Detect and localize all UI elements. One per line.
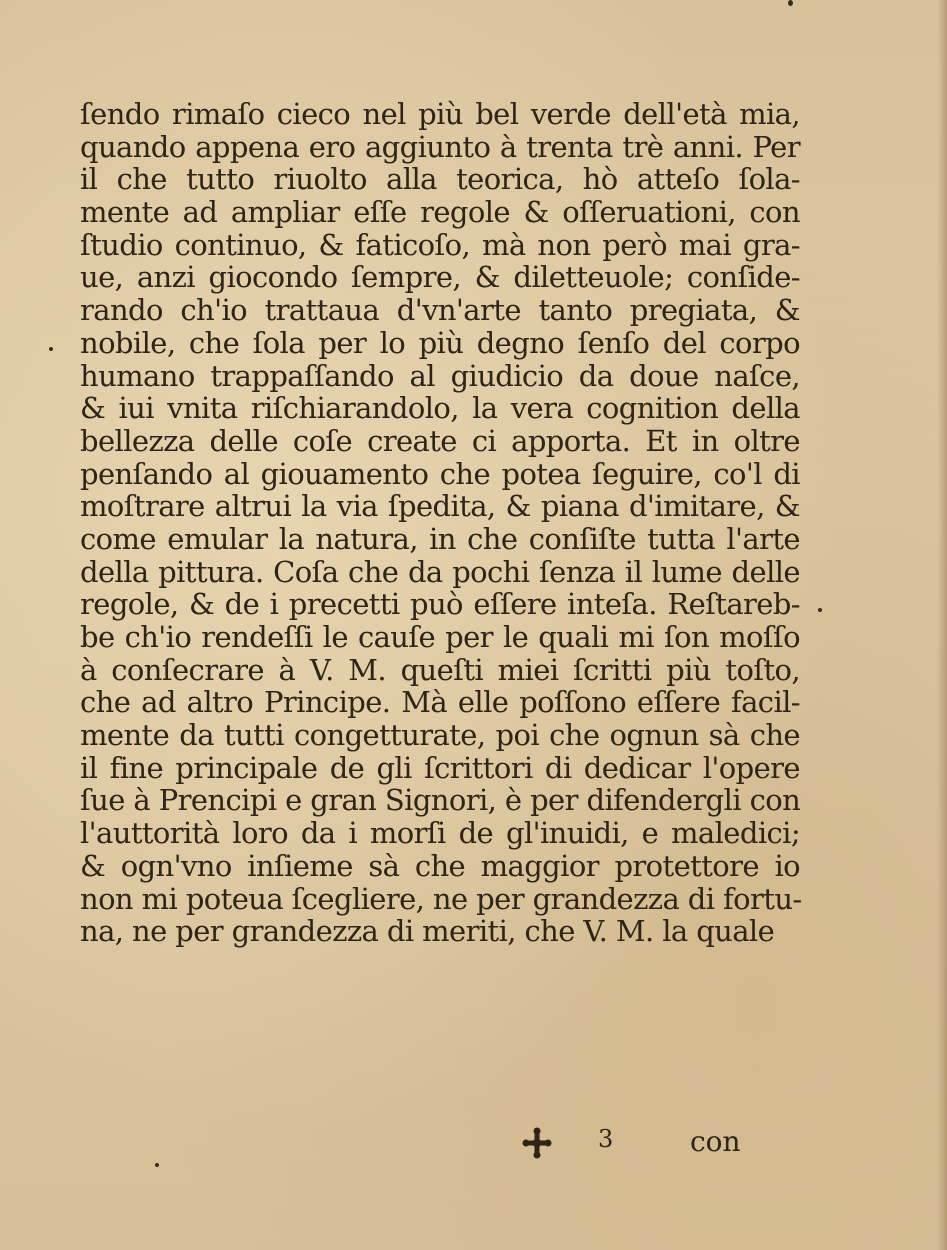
text-line: quando appena ero aggiunto à trenta trè anni. Per (80, 129, 800, 164)
text-line: na, ne per grandezza di meriti, che V. M. la quale (80, 914, 775, 949)
text-line: ue, anzi giocondo ſempre, & diletteuole; conſide- (80, 260, 800, 295)
text-line: ſendo rimaſo cieco nel più bel verde dell'età mia, (80, 97, 800, 131)
signature-mark: 3 (598, 1125, 614, 1153)
body-text (80, 98, 800, 948)
fleuron-icon (522, 1127, 552, 1159)
text-line: ſue à Prencipi e gran Signori, è per difendergli con (80, 783, 801, 818)
text-line: mente ad ampliar eſſe regole & oſſeruationi, con (80, 195, 800, 230)
text-line: bellezza delle coſe create ci apporta. Et in oltre (80, 423, 800, 458)
ink-speck (155, 1163, 159, 1167)
text-line: che ad altro Principe. Mà elle poſſono eſſere facil- (80, 685, 800, 720)
text-line: il che tutto riuolto alla teorica, hò atteſo ſola- (80, 162, 800, 197)
text-line: regole, & de i precetti può eſſere inteſa. Reſtareb- (80, 587, 800, 622)
text-line: l'auttorità loro da i morſi de gl'inuidi, e maledici; (80, 816, 800, 851)
ink-speck (818, 608, 822, 612)
page-edge-shadow (937, 0, 947, 1250)
text-line: non mi poteua ſcegliere, ne per grandezza di fortu- (80, 881, 802, 916)
text-line: be ch'io rendeſſi le cauſe per le quali mi ſon moſſo (80, 620, 800, 654)
page-footer (0, 1125, 947, 1165)
text-line: humano trappaſſando al giudicio da doue naſce, (80, 358, 800, 393)
text-line: della pittura. Coſa che da pochi ſenza il lume delle (80, 554, 800, 589)
text-line: il fine principale de gli ſcrittori di dedicar l'opere (80, 750, 800, 785)
text-line: come emular la natura, in che conſiſte tutta l'arte (80, 521, 800, 556)
text-line: penſando al giouamento che potea ſeguire, co'l di (80, 456, 800, 491)
text-line: moſtrare altrui la via ſpedita, & piana d'imitare, & (80, 489, 800, 524)
text-line: nobile, che ſola per lo più degno ſenſo del corpo (80, 325, 800, 360)
text-line: ſtudio continuo, & faticoſo, mà non però mai gra- (80, 227, 800, 262)
text-line: mente da tutti congetturate, poi che ognun sà che (80, 718, 800, 753)
text-line: à conſecrare à V. M. queſti miei ſcritti più toſto, (80, 652, 800, 687)
text-line: & ogn'vno inſieme sà che maggior protettore io (80, 848, 800, 883)
catchword: con (690, 1125, 741, 1158)
text-line: & iui vnita riſchiarandolo, la vera cognition della (80, 391, 800, 426)
ink-speck (49, 347, 53, 351)
text-line: rando ch'io trattaua d'vn'arte tanto pregiata, & (80, 293, 800, 328)
ink-speck (788, 0, 793, 6)
